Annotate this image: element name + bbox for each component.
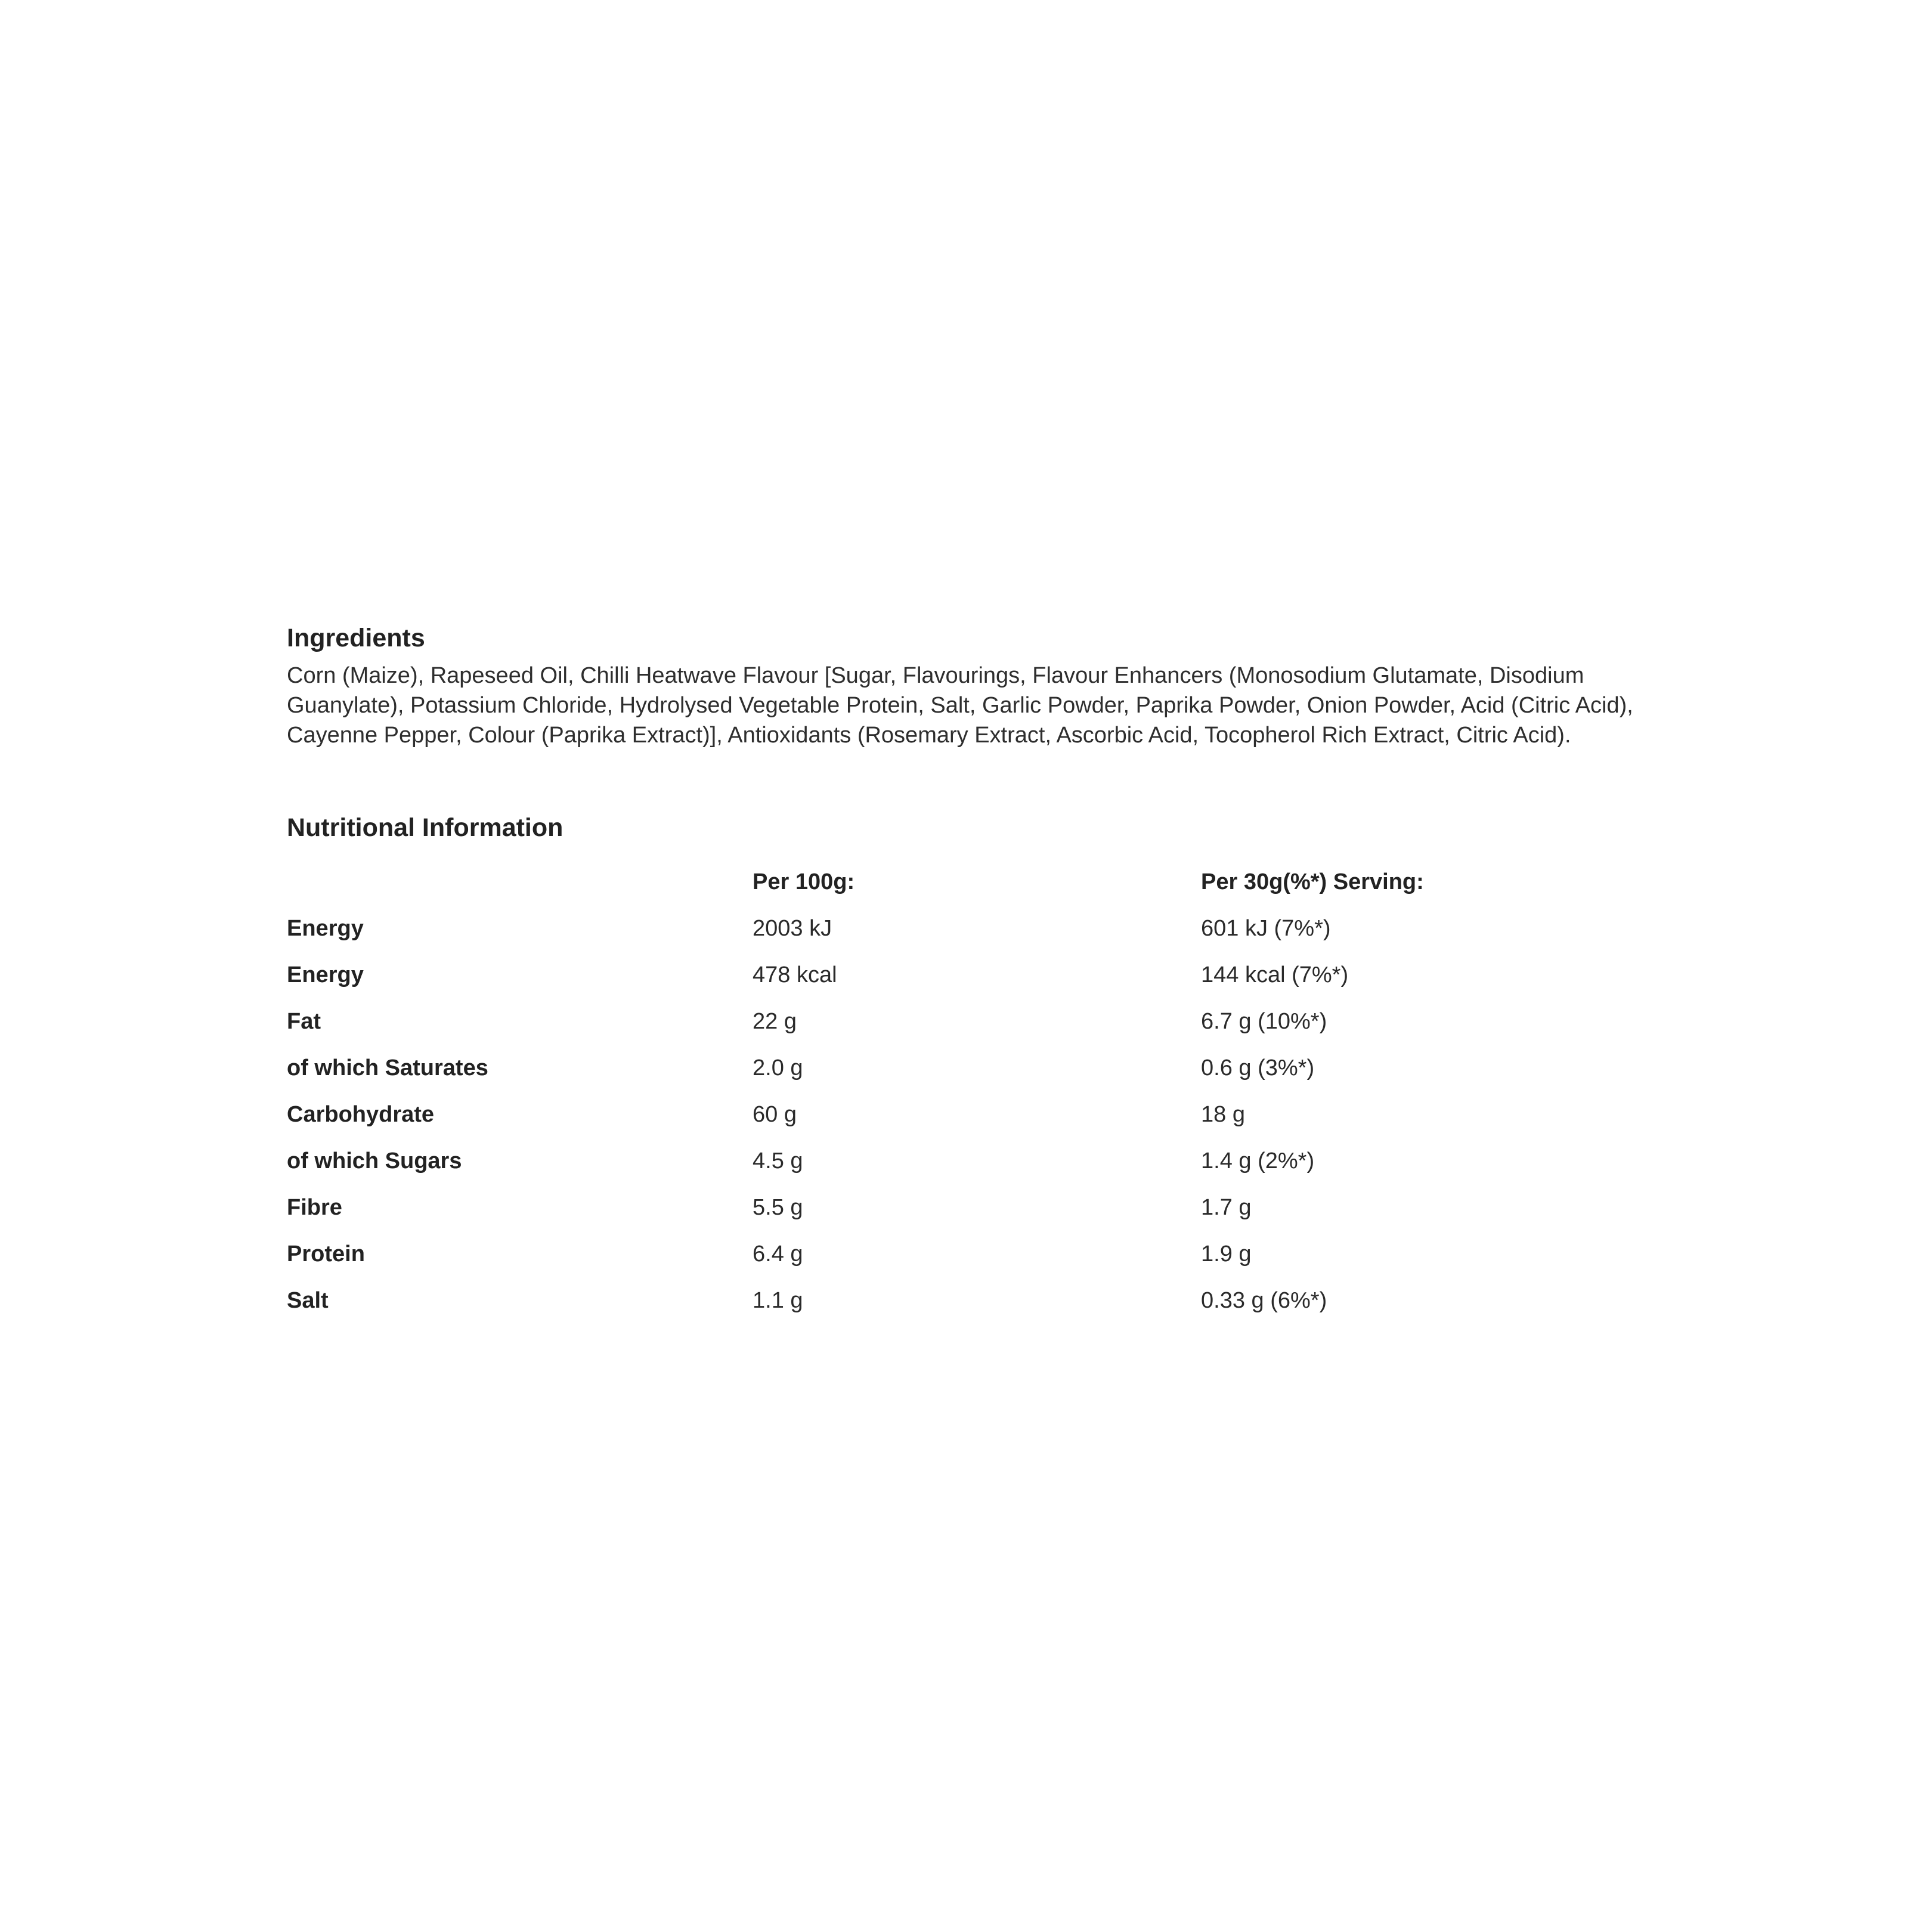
per-100g-value: 60 g (753, 1101, 797, 1127)
header-per-100g: Per 100g: (753, 869, 855, 894)
per-100g-value: 2003 kJ (753, 915, 832, 941)
per-serving-value: 1.7 g (1201, 1194, 1252, 1220)
nutrient-name: Energy (287, 962, 364, 987)
nutrient-name: Energy (287, 915, 364, 941)
table-row (287, 905, 1678, 952)
table-row (287, 1138, 1678, 1184)
per-serving-value: 144 kcal (7%*) (1201, 962, 1349, 987)
nutrition-table (287, 859, 1678, 1324)
table-row (287, 1277, 1678, 1324)
product-info (287, 620, 1682, 1324)
table-row (287, 1091, 1678, 1138)
table-row (287, 1184, 1678, 1231)
per-100g-value: 2.0 g (753, 1055, 803, 1080)
per-100g-value: 6.4 g (753, 1241, 803, 1267)
per-serving-value: 0.6 g (3%*) (1201, 1055, 1315, 1080)
per-serving-value: 18 g (1201, 1101, 1245, 1127)
nutrient-name: of which Sugars (287, 1148, 462, 1174)
table-row (287, 952, 1678, 998)
nutrient-name: Fat (287, 1008, 321, 1034)
ingredients-text: Corn (Maize), Rapeseed Oil, Chilli Heatwave Flavour [Sugar, Flavourings, Flavour Enhancers (Monosodium Glutamate, Disodium Guanylate), Potassium Chloride, Hydrolysed Vegetable Protein, Salt, Garlic Powder, Paprika Powder, Onion Powder, Acid (Citric Acid), Cayenne Pepper, Colour (Paprika Extract)], Antioxidants (Rosemary Extract, Ascorbic Acid, Tocopherol Rich Extract, Citric Acid). (287, 663, 1633, 748)
per-serving-value: 6.7 g (10%*) (1201, 1008, 1327, 1034)
table-row (287, 998, 1678, 1045)
per-serving-value: 1.4 g (2%*) (1201, 1148, 1315, 1174)
nutrition-heading: Nutritional Information (287, 813, 564, 842)
nutrient-name: Fibre (287, 1194, 342, 1220)
per-serving-value: 0.33 g (6%*) (1201, 1287, 1327, 1313)
per-serving-value: 1.9 g (1201, 1241, 1252, 1267)
table-row (287, 1045, 1678, 1091)
header-per-serving: Per 30g(%*) Serving: (1201, 869, 1424, 894)
per-100g-value: 5.5 g (753, 1194, 803, 1220)
header-nutrient (287, 859, 753, 905)
nutrition-header-row (287, 859, 1678, 905)
ingredients-heading: Ingredients (287, 624, 425, 652)
table-row (287, 1231, 1678, 1277)
per-100g-value: 4.5 g (753, 1148, 803, 1174)
nutrient-name: Salt (287, 1287, 329, 1313)
nutrient-name: Protein (287, 1241, 365, 1267)
per-serving-value: 601 kJ (7%*) (1201, 915, 1331, 941)
per-100g-value: 1.1 g (753, 1287, 803, 1313)
nutrient-name: of which Saturates (287, 1055, 488, 1080)
nutrient-name: Carbohydrate (287, 1101, 435, 1127)
per-100g-value: 22 g (753, 1008, 797, 1034)
per-100g-value: 478 kcal (753, 962, 837, 987)
